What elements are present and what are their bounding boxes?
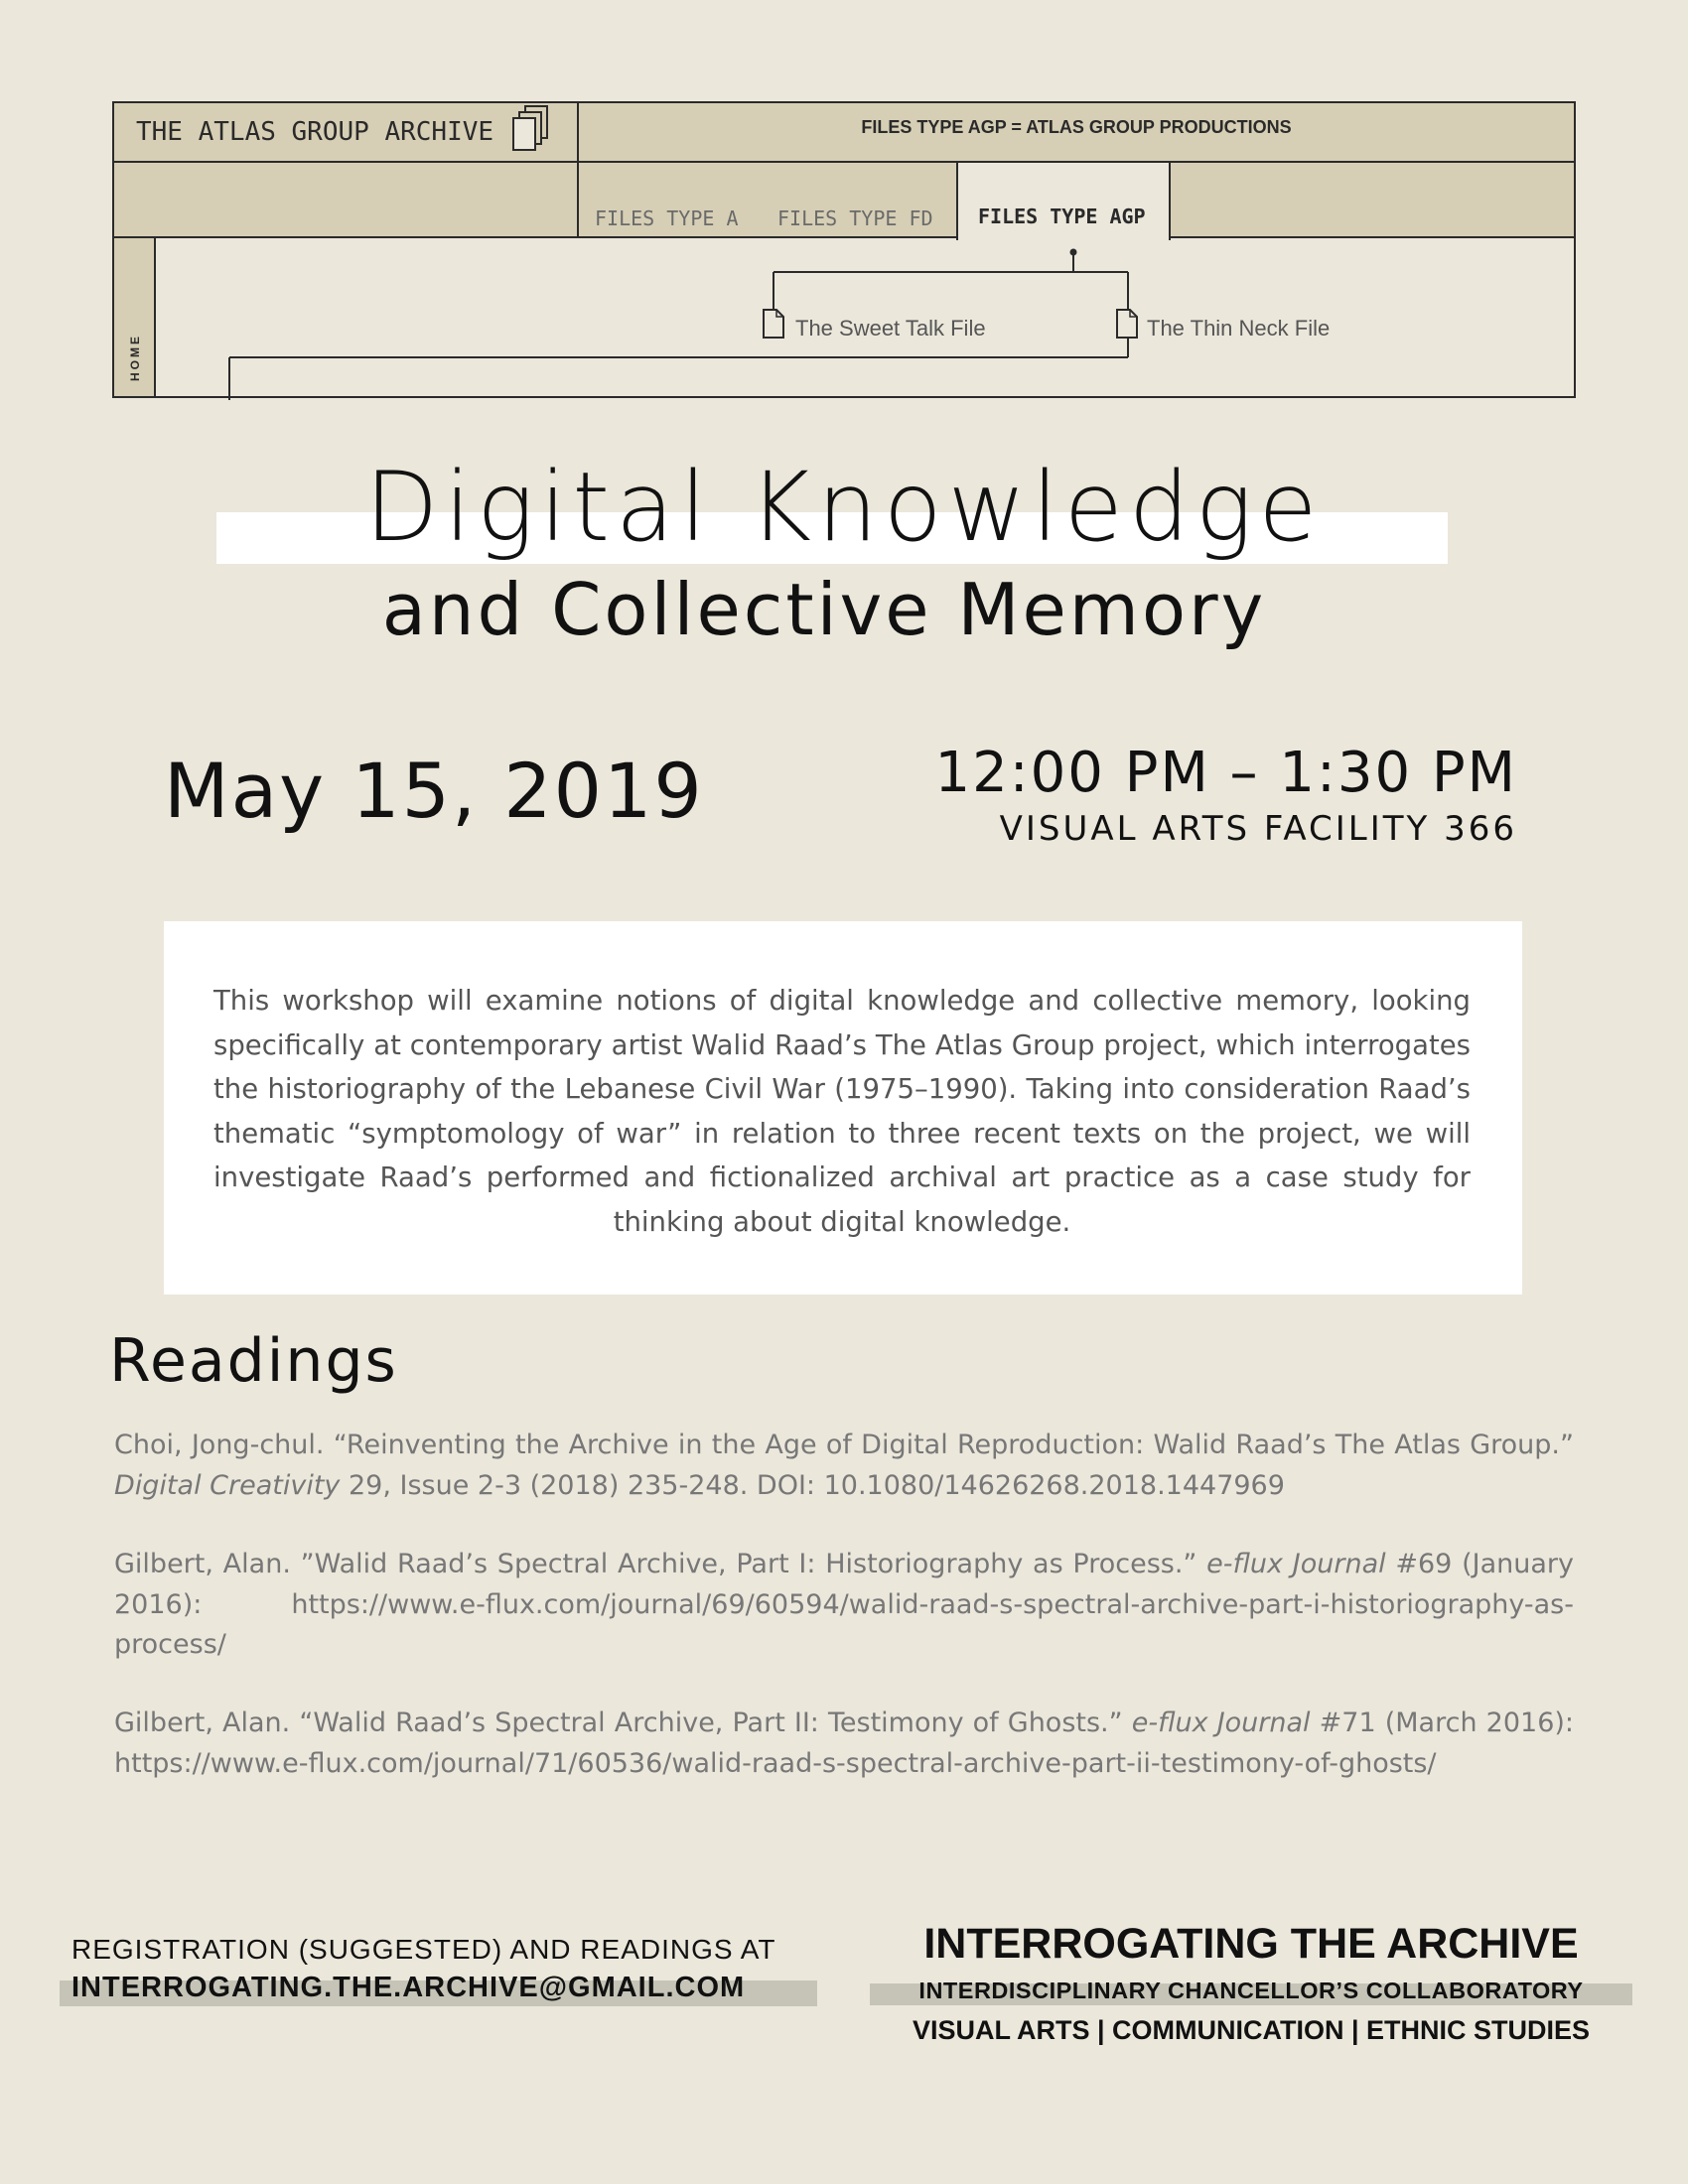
archive-interface bbox=[112, 101, 1576, 398]
reading-item: Gilbert, Alan. ”Walid Raad’s Spectral Archive, Part I: Historiography as Process.” e-flux Journal #69 (January 2016): https://www.e-flux.com/journal/69/60594/walid-raad-s-spectral-archive-part-i-historiography-as-process/ bbox=[114, 1549, 1574, 1660]
event-title: Digital Knowledge bbox=[364, 452, 1324, 563]
description-box bbox=[164, 921, 1522, 1295]
file-thin-neck[interactable]: The Thin Neck File bbox=[1147, 316, 1331, 341]
org-departments: VISUAL ARTS | COMMUNICATION | ETHNIC STUDIES bbox=[912, 2015, 1591, 2045]
registration-label: REGISTRATION (SUGGESTED) AND READINGS AT bbox=[71, 1934, 776, 1965]
reading-item: Gilbert, Alan. “Walid Raad’s Spectral Archive, Part II: Testimony of Ghosts.” e-flux Journal #71 (March 2016): https://www.e-flux.com/journal/71/60536/walid-raad-s-spectral-archive-part-ii-testimony-of-ghosts/ bbox=[114, 1707, 1574, 1779]
archive-title: THE ATLAS GROUP ARCHIVE bbox=[136, 117, 494, 147]
tab-files-type-a[interactable]: FILES TYPE A bbox=[595, 206, 739, 230]
description-text: This workshop will examine notions of digital knowledge and collective memory, looking specifically at contemporary artist Walid Raad’s The Atlas Group project, which interrogates the historiography of the Lebanese Civil War (1975–1990). Taking into consideration Raad’s thematic “symptomology of war” in relation to three recent texts on the project, we will investigate Raad’s performed and fictionalized archival art practice as a case study for thinking about digital knowledge. bbox=[213, 985, 1471, 1238]
event-time: 12:00 PM – 1:30 PM bbox=[934, 741, 1517, 805]
org-subtitle: INTERDISCIPLINARY CHANCELLOR’S COLLABORATORY bbox=[918, 1978, 1584, 2003]
org-title: INTERROGATING THE ARCHIVE bbox=[923, 1920, 1579, 1968]
tab-files-type-agp[interactable]: FILES TYPE AGP bbox=[978, 205, 1146, 228]
file-tree-lines bbox=[114, 103, 1578, 400]
event-subtitle: and Collective Memory bbox=[381, 568, 1267, 651]
home-label[interactable]: HOME bbox=[128, 334, 142, 381]
journal-title: e-flux Journal bbox=[1131, 1707, 1311, 1738]
file-icon[interactable] bbox=[1115, 308, 1139, 340]
reading-item: Choi, Jong-chul. “Reinventing the Archive in the Age of Digital Reproduction: Walid Raad’s The Atlas Group.” Digital Creativity 29, Issue 2-3 (2018) 235-248. DOI: 10.1080/14626268.2018.1447969 bbox=[114, 1430, 1574, 1501]
event-date: May 15, 2019 bbox=[164, 747, 704, 835]
readings-heading: Readings bbox=[109, 1326, 398, 1396]
archive-header-note: FILES TYPE AGP = ATLAS GROUP PRODUCTIONS bbox=[861, 117, 1292, 137]
journal-title: e-flux Journal bbox=[1206, 1549, 1386, 1579]
tab-files-type-fd[interactable]: FILES TYPE FD bbox=[777, 206, 933, 230]
event-venue: VISUAL ARTS FACILITY 366 bbox=[999, 809, 1517, 849]
registration-email[interactable]: INTERROGATING.THE.ARCHIVE@GMAIL.COM bbox=[71, 1972, 746, 2003]
file-sweet-talk[interactable]: The Sweet Talk File bbox=[795, 316, 986, 341]
file-icon[interactable] bbox=[762, 308, 785, 340]
journal-title: Digital Creativity bbox=[114, 1469, 341, 1501]
